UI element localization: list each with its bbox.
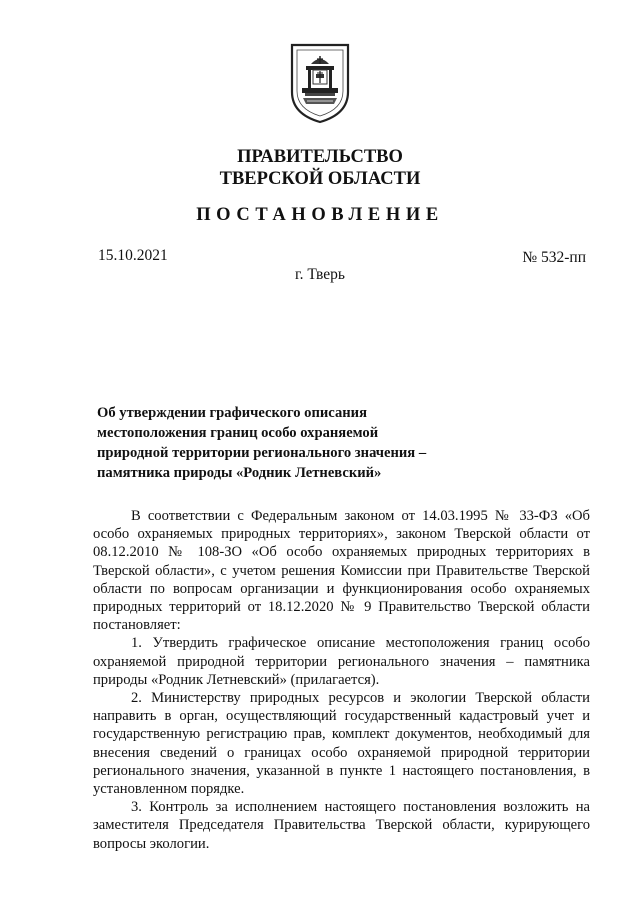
document-city: г. Тверь — [295, 266, 345, 283]
resolution-item-1: 1. Утвердить графическое описание местоположения границ особо охраняемой природной территории регионального значения – памятника природы «Родник Летневский» (прилагается). — [93, 635, 590, 688]
document-number: № 532-пп — [522, 249, 586, 266]
title-line: природной территории регионального значения – — [97, 445, 427, 461]
preamble-paragraph: В соответствии с Федеральным законом от 14.03.1995 № 33-ФЗ «Об особо охраняемых природных территориях», законом Тверской области от 08.12.2010 № 108-ЗО «Об особо охраняемых природных территориях в Тверской области», с учетом решения Комиссии при Правительстве Тверской области по вопросам организации и функционирования особо охраняемых природных территорий от 18.12.2020 № 9 Правительство Тверской области постановляет: — [93, 508, 590, 634]
document-body — [93, 507, 590, 853]
resolution-item-2: 2. Министерству природных ресурсов и экологии Тверской области направить в орган, осуществляющий государственный кадастровый учет и государственную регистрацию прав, комплект документов, необходимый для внесения сведений о границах особо охраняемой природной территории регионального значения, указанной в пункте 1 настоящего постановления, в установленном порядке. — [93, 690, 590, 798]
title-line: Об утверждении графического описания — [97, 405, 367, 421]
coat-of-arms-icon — [289, 42, 351, 124]
title-line: памятника природы «Родник Летневский» — [97, 465, 382, 481]
document-title — [97, 403, 457, 483]
title-line: местоположения границ особо охраняемой — [97, 425, 379, 441]
resolution-item-3: 3. Контроль за исполнением настоящего постановления возложить на заместителя Председателя Правительства Тверской области, курирующего вопросы экологии. — [93, 799, 590, 852]
organization-name-line-2: ТВЕРСКОЙ ОБЛАСТИ — [219, 169, 421, 189]
document-type-heading: ПОСТАНОВЛЕНИЕ — [196, 205, 444, 225]
organization-name-line-1: ПРАВИТЕЛЬСТВО — [237, 147, 403, 167]
document-date: 15.10.2021 — [98, 247, 168, 264]
